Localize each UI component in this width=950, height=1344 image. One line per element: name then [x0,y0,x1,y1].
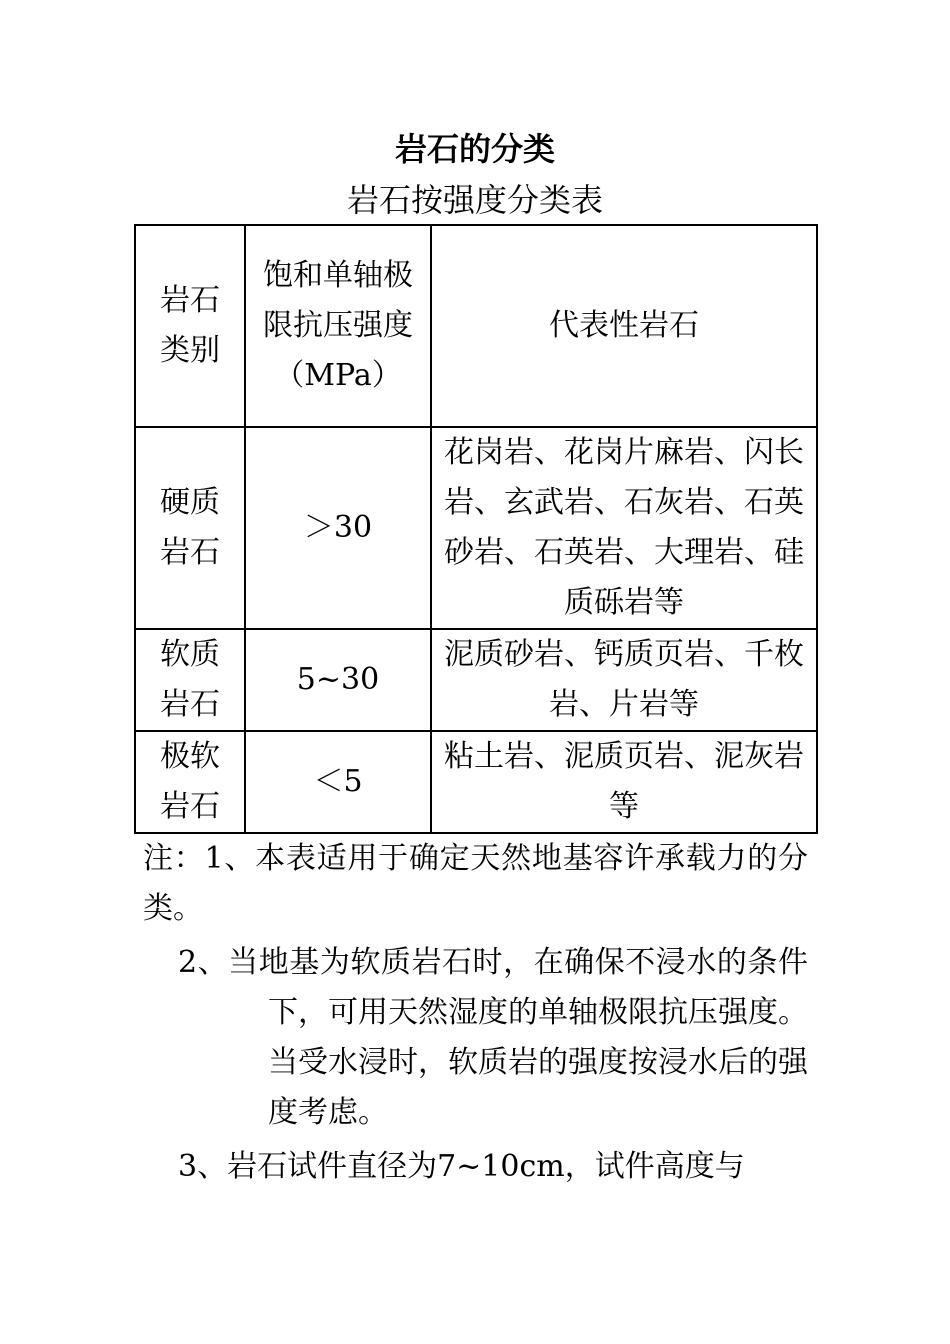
note-1: 注：1、本表适用于确定天然地基容许承载力的分类。 [143,841,808,926]
row-category: 极软岩石 [160,739,220,824]
header-category-cell [135,225,245,427]
row-strength: ＞30 [303,510,373,545]
row-category: 软质岩石 [160,637,220,722]
category-cell [135,427,245,629]
page-title: 岩石的分类 [394,130,555,168]
row-strength: ＜5 [313,764,363,799]
rocks-cell [431,629,817,731]
table-row [135,731,817,833]
table-notes [143,834,808,1192]
header-category: 岩石类别 [160,283,220,368]
table-caption: 岩石按强度分类表 [346,181,603,219]
note-3: 3、岩石试件直径为7~10cm，试件高度与 [178,1149,745,1184]
header-strength-cell [245,225,431,427]
table-header-row [135,225,817,427]
table-row [135,629,817,731]
table-row [135,427,817,629]
category-cell [135,731,245,833]
rocks-cell [431,731,817,833]
row-strength: 5~30 [296,662,380,697]
header-rocks-cell [431,225,817,427]
rocks-cell [431,427,817,629]
row-category: 硬质岩石 [160,485,220,570]
strength-cell [245,629,431,731]
header-rocks: 代表性岩石 [549,308,699,343]
rock-strength-table [134,224,818,834]
header-strength: 饱和单轴极限抗压强度（MPa） [263,258,413,393]
strength-cell [245,427,431,629]
strength-cell [245,731,431,833]
row-rocks: 粘土岩、泥质页岩、泥灰岩等 [444,739,804,824]
row-rocks: 花岗岩、花岗片麻岩、闪长岩、玄武岩、石灰岩、石英砂岩、石英岩、大理岩、硅质砾岩等 [444,435,804,620]
category-cell [135,629,245,731]
note-2: 2、当地基为软质岩石时，在确保不浸水的条件下，可用天然湿度的单轴极限抗压强度。当受水浸时，软质岩的强度按浸水后的强度考虑。 [178,945,808,1130]
row-rocks: 泥质砂岩、钙质页岩、千枚岩、片岩等 [444,637,804,722]
